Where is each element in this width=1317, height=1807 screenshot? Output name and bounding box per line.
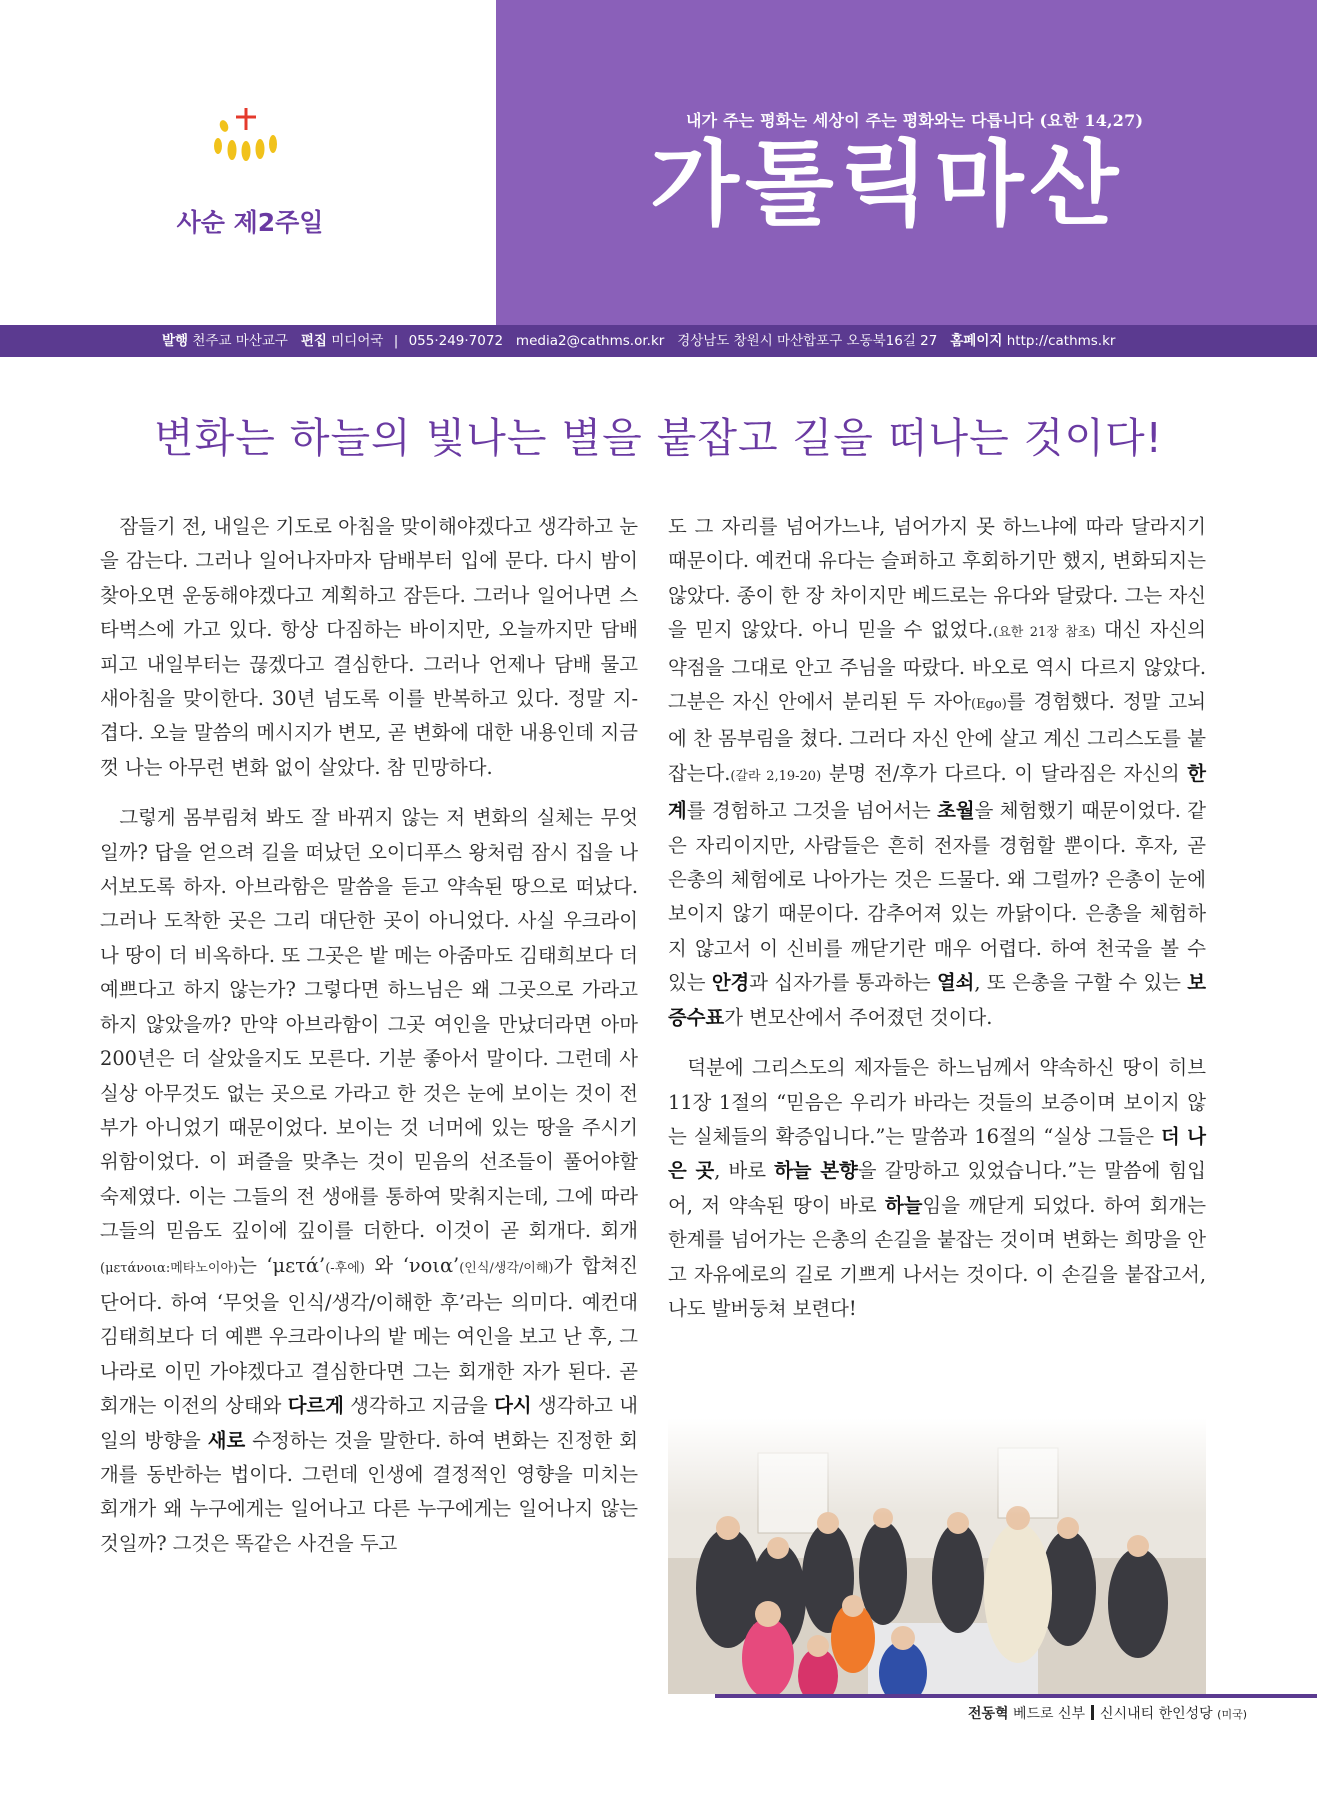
article-headline: 변화는 하늘의 빛나는 별을 붙잡고 길을 떠나는 것이다! [154, 414, 1163, 462]
article-column-right [668, 510, 1206, 1326]
author-country: (미국) [1217, 1708, 1247, 1721]
article-column-left [100, 510, 638, 1561]
publication-info-bar [0, 325, 1317, 357]
publisher-value: 천주교 마산교구 [192, 333, 288, 349]
masthead-title: 가톨릭마산 [650, 131, 1125, 238]
paragraph-2: 그렇게 몸부림쳐 봐도 잘 바뀌지 않는 저 변화의 실체는 무엇일까? 답을 얻으려 길을 떠났던 오이디푸스 왕처럼 잠시 집을 나서보도록 하자. 아브라함은 말씀을 듣고 약속된 땅으로 떠났다. 그러나 도착한 곳은 그리 대단한 곳이 아니었다. 사실 우크라이나 땅이 더 비옥하다. 또 그곳은 밭 메는 아줌마도 김태희보다 더 예쁘다고 하지 않는가? 그렇다면 하느님은 왜 그곳으로 가라고 하지 않았을까? 만약 아브라함이 그곳 여인을 만났더라면 아마 200년은 더 살았을지도 모른다. 기분 좋아서 말이다. 그런데 사실상 아무것도 없는 곳으로 가라고 한 것은 눈에 보이는 것이 전부가 아니었기 때문이었다. 보이는 것 너머에 있는 땅을 주시기 위함이었다. 이 퍼즐을 맞추는 것이 믿음의 선조들이 풀어야할 숙제였다. 이는 그들의 전 생애를 통하여 맞춰지는데, 그에 따라 그들의 믿음도 깊이에 깊이를 더한다. 이것이 곧 회개다. 회개(μετάνοια:메타노이아)는 ‘μετά’(-후에) 와 ‘νοια’(인식/생각/이해)가 합쳐진 단어다. 하여 ‘무엇을 인식/생각/이해한 후’라는 의미다. 예컨대 김태희보다 더 예쁜 우크라이나의 밭 메는 여인을 보고 난 후, 그 나라로 이민 가야겠다고 결심한다면 그는 회개한 자가 된다. 곧 회개는 이전의 상태와 다르게 생각하고 지금을 다시 생각하고 내일의 방향을 새로 수정하는 것을 말한다. 하여 변화는 진정한 회개를 동반하는 법이다. 그런데 인생에 결정적인 영향을 미치는 회개가 왜 누구에게는 일어나고 다른 누구에게는 일어나지 않는 것일까? 그것은 똑같은 사건을 두고 [100, 806, 639, 1555]
photo-underline [715, 1694, 1317, 1698]
cross-flame-logo-icon [212, 106, 280, 176]
masthead-panel [496, 0, 1317, 325]
author-name: 전동혁 [967, 1706, 1009, 1722]
header [0, 0, 1317, 325]
email-link[interactable]: media2@cathms.or.kr [515, 333, 665, 349]
phone-number: 055·249·7072 [408, 333, 504, 349]
paragraph-1: 잠들기 전, 내일은 기도로 아침을 맞이해야겠다고 생각하고 눈을 감는다. 그러나 일어나자마자 담배부터 입에 문다. 다시 밤이 찾아오면 운동해야겠다고 계획하고 잠든다. 그러나 일어나면 스타벅스에 가고 있다. 항상 다짐하는 바이지만, 오늘까지만 담배피고 내일부터는 끊겠다고 결심한다. 그러나 언제나 담배 물고 새아침을 맞이한다. 30년 넘도록 이를 반복하고 있다. 정말 지-겹다. 오늘 말씀의 메시지가 변모, 곧 변화에 대한 내용인데 지금껏 나는 아무런 변화 없이 살았다. 참 민망하다. [100, 515, 638, 779]
address-text: 경상남도 창원시 마산합포구 오동북16길 27 [677, 333, 938, 349]
group-photo [668, 1418, 1206, 1694]
author-parish: 신시내티 한인성당 [1100, 1706, 1213, 1722]
author-title: 베드로 신부 [1012, 1706, 1086, 1722]
homepage-label: 홈페이지 [950, 333, 1003, 349]
editor-value: 미디어국 [331, 333, 384, 349]
paragraph-3: 도 그 자리를 넘어가느냐, 넘어가지 못 하느냐에 따라 달라지기 때문이다. 예컨대 유다는 슬퍼하고 후회하기만 했지, 변화되지는 않았다. 종이 한 장 차이지만 베드로는 유다와 달랐다. 그는 자신을 믿지 않았다. 아니 믿을 수 없었다.(요한 21장 참조) 대신 자신의 약점을 그대로 안고 주님을 따랐다. 바오로 역시 다르지 않았다. 그분은 자신 안에서 분리된 두 자아(Ego)를 경험했다. 정말 고뇌에 찬 몸부림을 쳤다. 그러다 자신 안에 살고 계신 그리스도를 붙잡는다.(갈라 2,19-20) 분명 전/후가 다르다. 이 달라짐은 자신의 한계를 경험하고 그것을 넘어서는 초월을 체험했기 때문이었다. 같은 자리이지만, 사람들은 흔히 전자를 경험할 뿐이다. 후자, 곧 은총의 체험에로 나아가는 것은 드물다. 왜 그럴까? 은총이 눈에 보이지 않기 때문이다. 감추어져 있는 까닭이다. 은총을 체험하지 않고서 이 신비를 깨닫기란 매우 어렵다. 하여 천국을 볼 수 있는 안경과 십자가를 통과하는 열쇠, 또 은총을 구할 수 있는 보증수표가 변모산에서 주어졌던 것이다. [668, 515, 1207, 1029]
publisher-label: 발행 [162, 333, 189, 349]
paragraph-4: 덕분에 그리스도의 제자들은 하느님께서 약속하신 땅이 히브 11장 1절의 “믿음은 우리가 바라는 것들의 보증이며 보이지 않는 실체들의 확증입니다.”는 말씀과 16절의 “실상 그들은 더 나은 곳, 바로 하늘 본향을 갈망하고 있었습니다.”는 말씀에 힘입어, 저 약속된 땅이 바로 하늘임을 깨닫게 되었다. 하여 회개는 한계를 넘어가는 은총의 손길을 붙잡는 것이며 변화는 희망을 안고 자유에로의 길로 기쁘게 나서는 것이다. 이 손길을 붙잡고서, 나도 발버둥쳐 보련다! [668, 1056, 1206, 1320]
season-panel [0, 0, 496, 325]
motto-text: 내가 주는 평화는 세상이 주는 평화와는 다릅니다 (요한 14,27) [686, 111, 1144, 130]
divider: | [393, 333, 399, 349]
homepage-link[interactable]: http://cathms.kr [1006, 333, 1116, 349]
liturgical-sunday-label: 사순 제2주일 [176, 208, 324, 237]
editor-label: 편집 [300, 333, 327, 349]
divider [1091, 1705, 1094, 1720]
author-byline [968, 1703, 1247, 1723]
